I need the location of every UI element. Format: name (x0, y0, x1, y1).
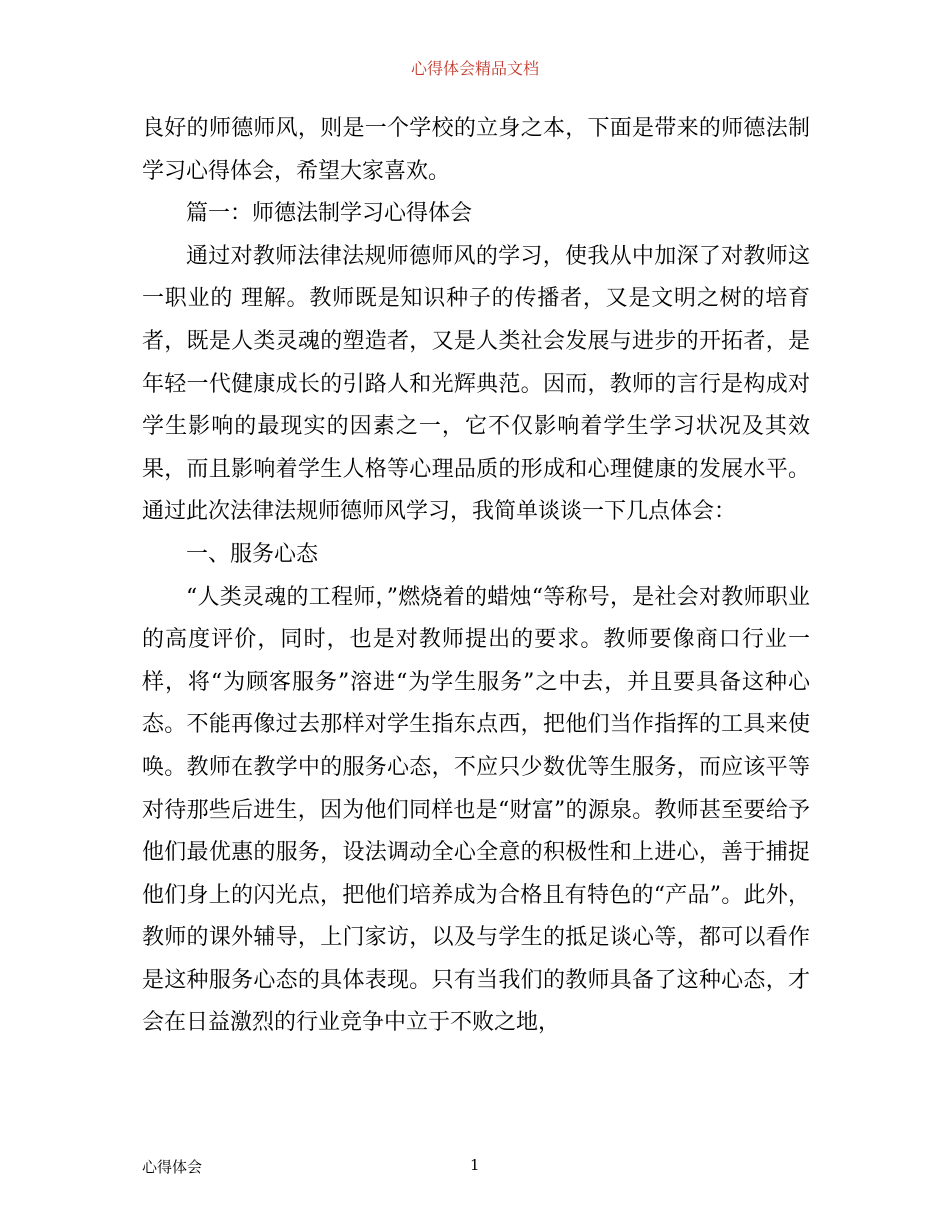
page-header-title: 心得体会精品文档 (410, 59, 539, 78)
body-paragraph: “人类灵魂的工程师，”燃烧着的蜡烛“等称号，是社会对教师职业的高度评价，同时，也是对教师提出的要求。教师要像商口行业一样，将“为顾客服务”溶进“为学生服务”之中去，并且要具备这种心态。不能再像过去那样对学生指东点西，把他们当作指挥的工具来使唤。教师在教学中的服务心态，不应只少数优等生服务，而应该平等对待那些后进生，因为他们同样也是“财富”的源泉。教师甚至要给予他们最优惠的服务，设法调动全心全意的积极性和上进心，善于捕捉他们身上的闪光点，把他们培养成为合格且有特色的“产品”。此外，教师的课外辅导，上门家访，以及与学生的抵足谈心等，都可以看作是这种服务心态的具体表现。只有当我们的教师具备了这种心态，才会在日益激烈的行业竞争中立于不败之地， (142, 584, 810, 1036)
document-body (142, 108, 810, 1045)
body-paragraph: 通过对教师法律法规师德师风的学习，使我从中加深了对教师这一职业的 理解。教师既是知识种子的传播者，又是文明之树的培育者，既是人类灵魂的塑造者，又是人类社会发展与进步的开拓者，是年轻一代健康成长的引路人和光辉典范。因而，教师的言行是构成对学生影响的最现实的因素之一，它不仅影响着学生学习状况及其效果，而且影响着学生人格等心理品质的形成和心理健康的发展水平。通过此次法律法规师德师风学习，我简单谈谈一下几点体会： (142, 243, 810, 525)
intro-paragraph: 良好的师德师风，则是一个学校的立身之本，下面是带来的师德法制学习心得体会，希望大家喜欢。 (142, 116, 810, 184)
footer-label: 心得体会 (142, 1158, 203, 1176)
page-number: 1 (470, 1156, 480, 1174)
subsection-heading: 一、服务心态 (186, 541, 319, 567)
section-title: 篇一：师德法制学习心得体会 (186, 201, 473, 227)
